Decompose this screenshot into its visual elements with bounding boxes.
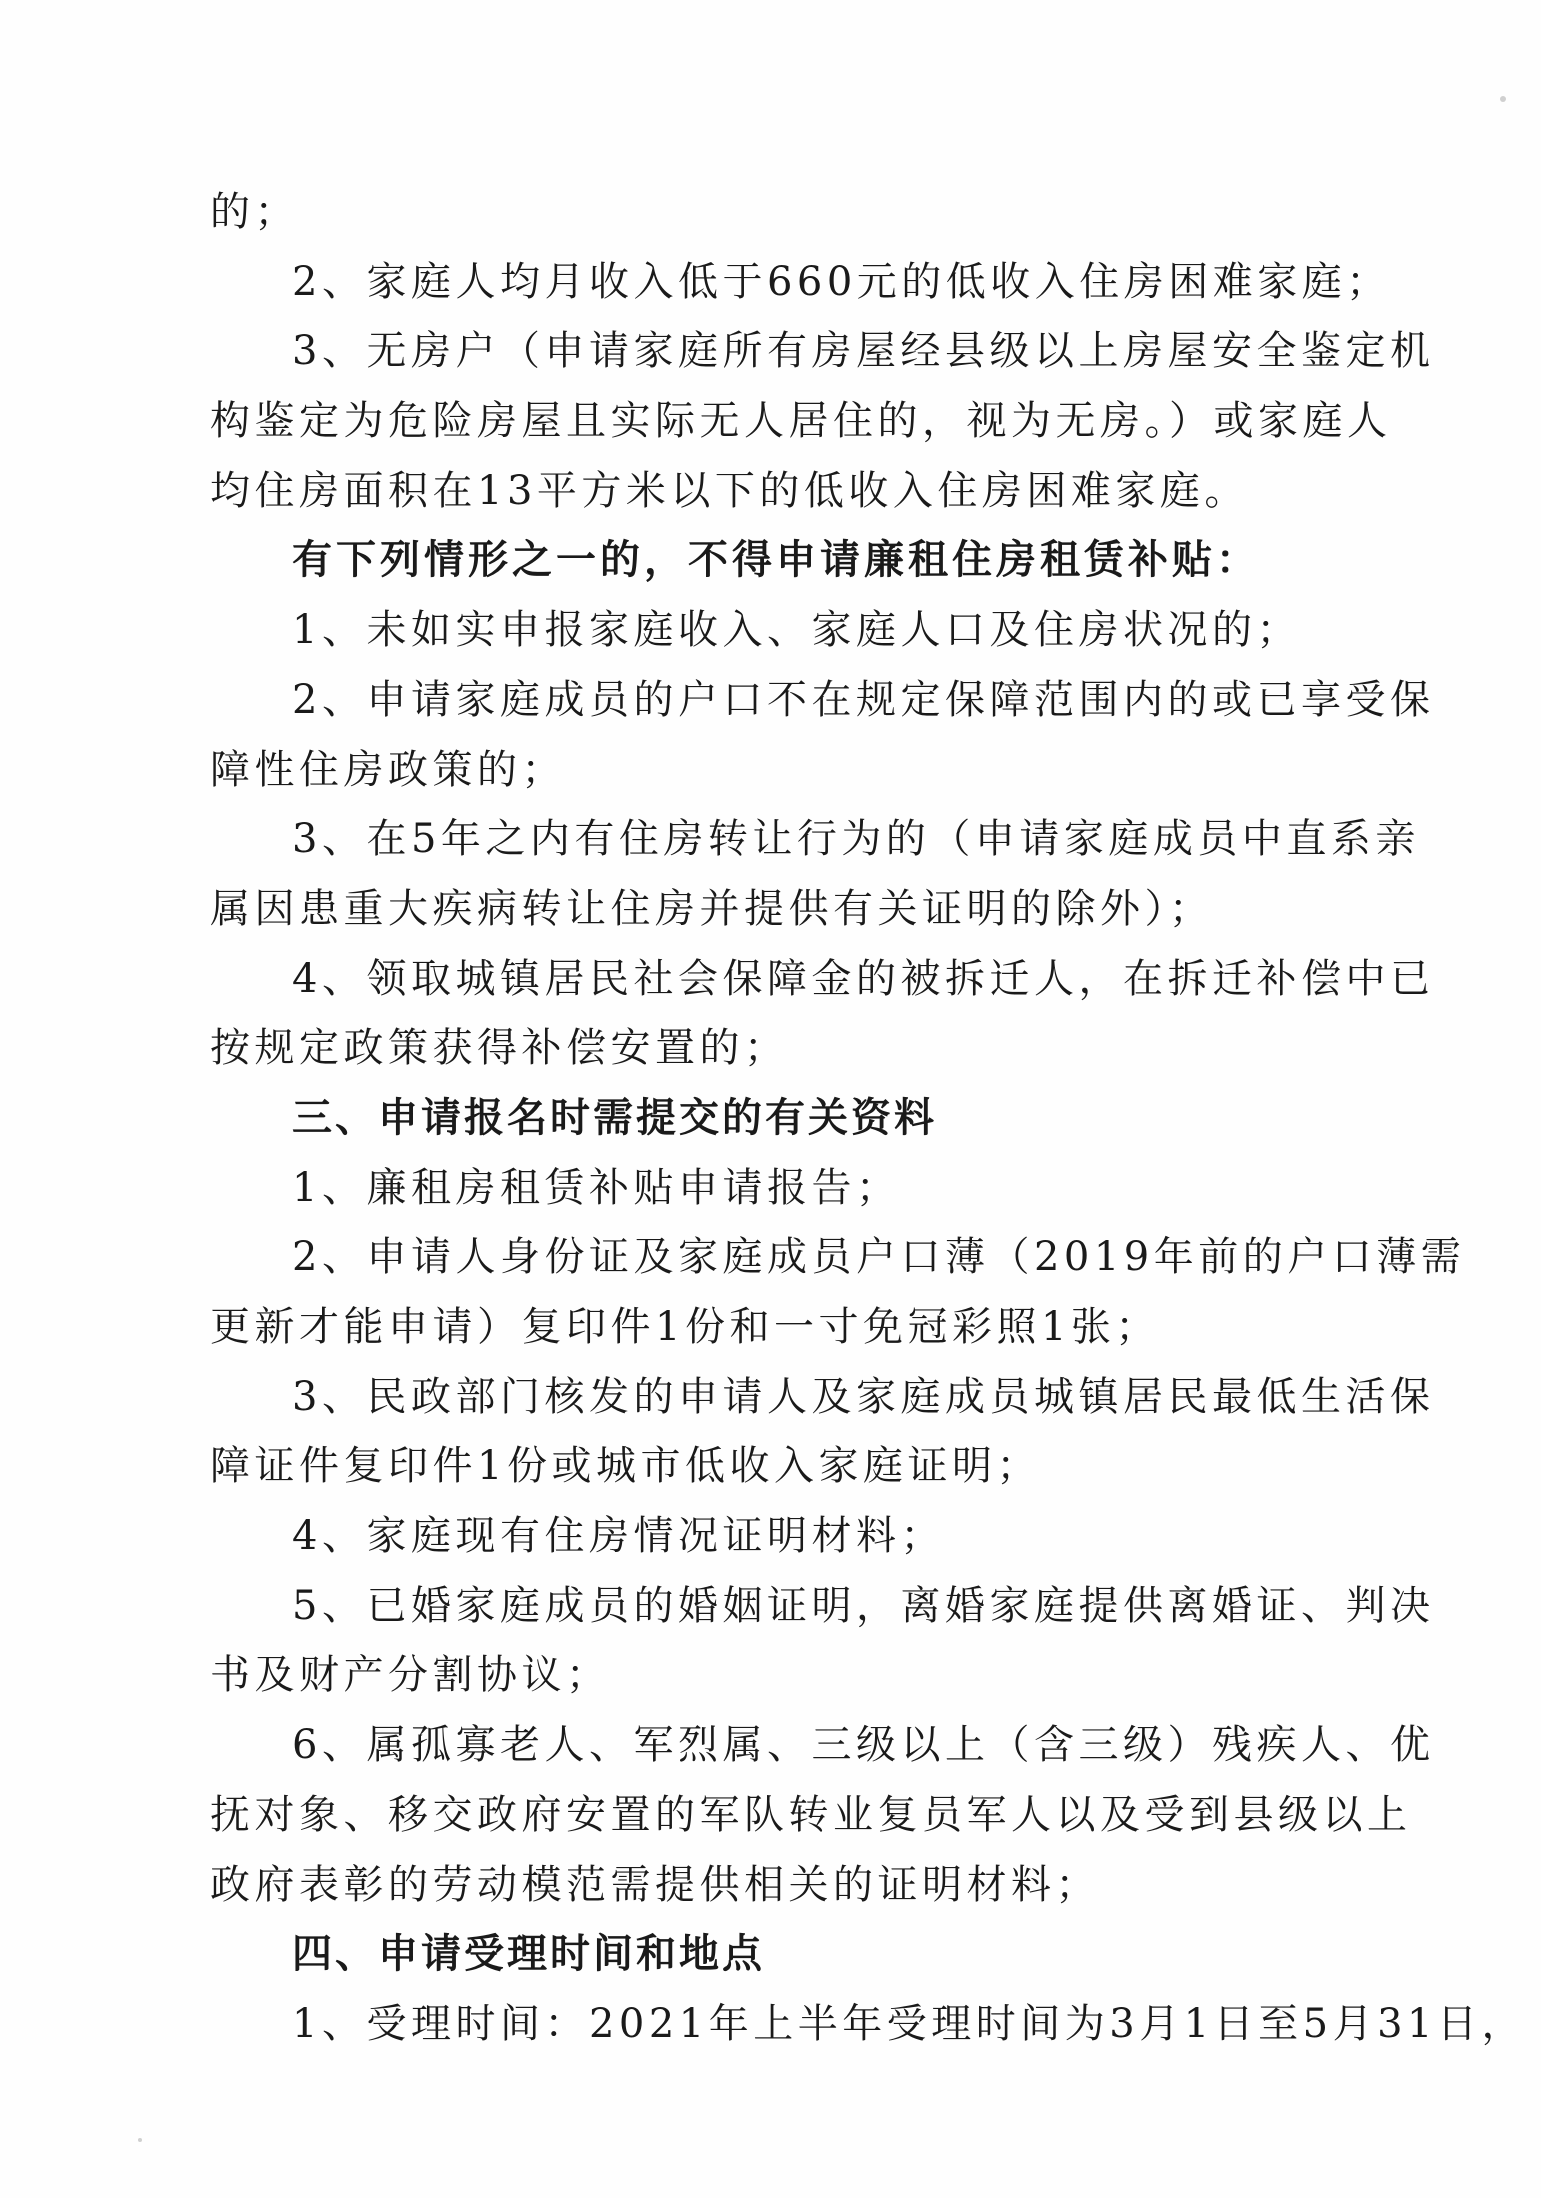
list-item-transfer: 3、在5年之内有住房转让行为的（申请家庭成员中直系亲 [292,816,1420,863]
list-item-no-house: 3、无房户（申请家庭所有房屋经县级以上房屋安全鉴定机 [292,328,1435,375]
text-line: 构鉴定为危险房屋且实际无人居住的，视为无房。）或家庭人 [210,398,1392,445]
text-line: 障性住房政策的； [210,746,566,793]
list-item-report: 1、廉租房租赁补贴申请报告； [292,1164,901,1211]
scan-speck [138,2138,142,2142]
subheading-exclusions: 有下列情形之一的，不得申请廉租住房租赁补贴： [292,537,1260,584]
list-item-id: 2、申请人身份证及家庭成员户口薄（2019年前的户口薄需 [292,1234,1466,1281]
scan-speck [1500,96,1506,102]
text-line: 抚对象、移交政府安置的军队转业复员军人以及受到县级以上 [210,1791,1412,1838]
list-item-income: 2、家庭人均月收入低于660元的低收入住房困难家庭； [292,258,1391,305]
list-item-marriage: 5、已婚家庭成员的婚姻证明，离婚家庭提供离婚证、判决 [292,1582,1435,1629]
list-item-time: 1、受理时间：2021年上半年受理时间为3月1日至5月31日， [292,2000,1526,2047]
text-line: 书及财产分割协议； [210,1652,611,1699]
list-item-special-groups: 6、属孤寡老人、军烈属、三级以上（含三级）残疾人、优 [292,1722,1435,1769]
text-line: 均住房面积在13平方米以下的低收入住房困难家庭。 [210,467,1249,514]
text-line: 的； [210,189,299,235]
section-heading-3: 三、申请报名时需提交的有关资料 [292,1094,937,1141]
list-item-hukou: 2、申请家庭成员的户口不在规定保障范围内的或已享受保 [292,676,1435,723]
list-item-housing-proof: 4、家庭现有住房情况证明材料； [292,1513,945,1560]
text-line: 更新才能申请）复印件1份和一寸免冠彩照1张； [210,1304,1160,1350]
list-item-civil-affairs: 3、民政部门核发的申请人及家庭成员城镇居民最低生活保 [292,1373,1435,1420]
text-line: 按规定政策获得补偿安置的； [210,1025,789,1072]
document-body [210,178,1526,2060]
text-line: 障证件复印件1份或城市低收入家庭证明； [210,1443,1041,1490]
list-item-relocation: 4、领取城镇居民社会保障金的被拆迁人，在拆迁补偿中已 [292,955,1435,1002]
section-heading-4: 四、申请受理时间和地点 [292,1931,765,1978]
text-line: 属因患重大疾病转让住房并提供有关证明的除外）； [210,885,1214,932]
text-line: 政府表彰的劳动模范需提供相关的证明材料； [210,1861,1100,1908]
list-item-false-report: 1、未如实申报家庭收入、家庭人口及住房状况的； [292,607,1301,654]
